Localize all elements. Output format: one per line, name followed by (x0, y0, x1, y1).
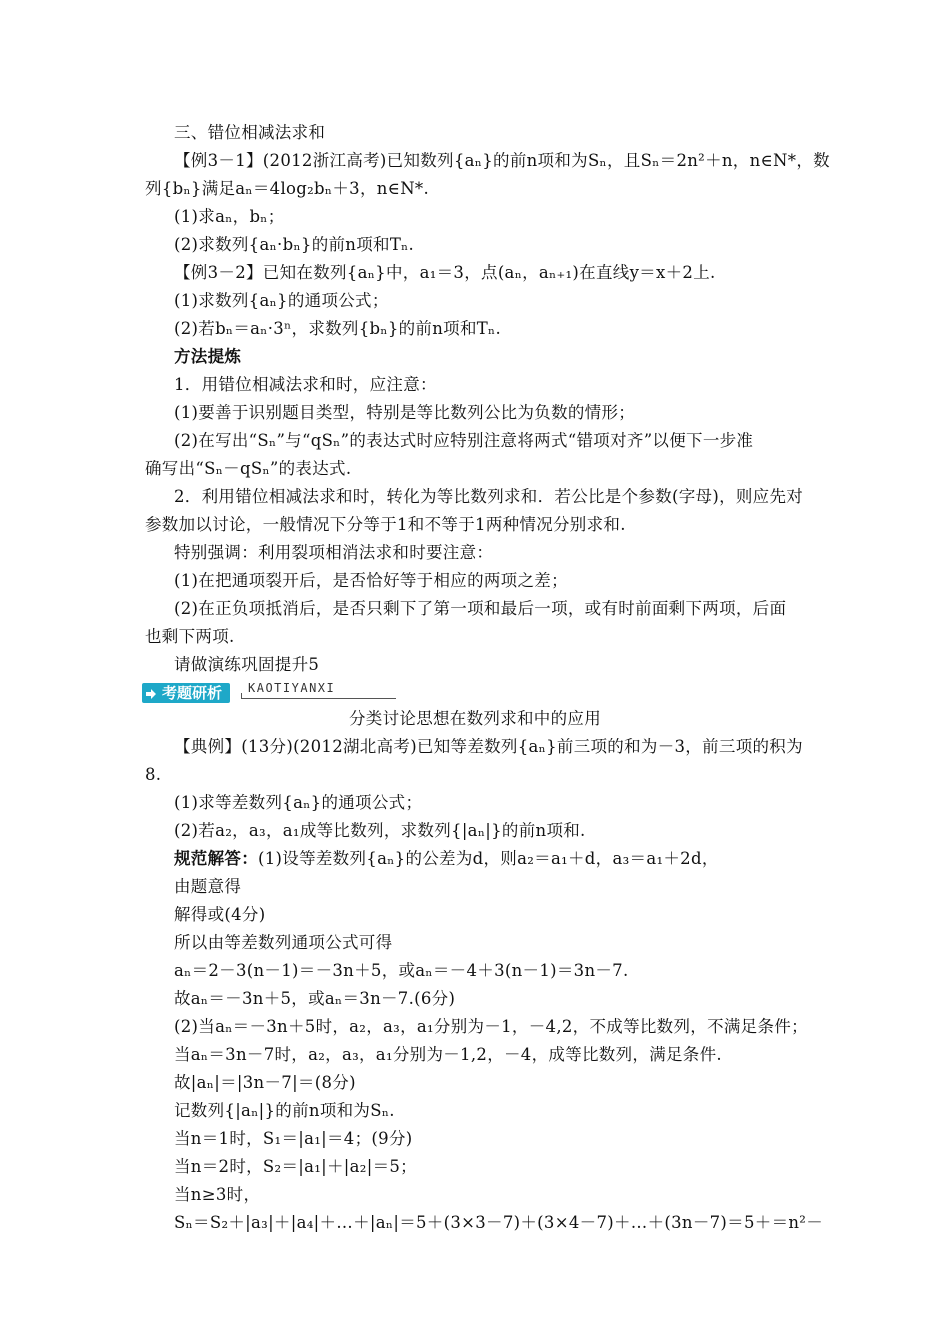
example-3-1-line-1: 【例3－1】(2012浙江高考)已知数列{aₙ}的前n项和为Sₙ，且Sₙ＝2n²＋n，n∈N*，数 (174, 151, 830, 170)
section-heading: 三、错位相减法求和 (174, 123, 326, 142)
section-banner (142, 681, 402, 705)
solution-label: 规范解答： (174, 849, 258, 868)
solution-line-12: 当n＝2时，S₂＝|a₁|＋|a₂|＝5； (174, 1157, 417, 1176)
banner-en-label: KAOTIYANXI (248, 681, 336, 695)
solution-line-14: Sₙ＝S₂＋|a₃|＋|a₄|＋…＋|aₙ|＝5＋(3×3－7)＋(3×4－7)＋…＋(3n－7)＝5＋＝n²－ (174, 1213, 824, 1232)
typical-example-part-1: (1)求等差数列{aₙ}的通项公式； (174, 793, 423, 812)
banner-tag (142, 683, 230, 703)
example-3-1-part-2: (2)求数列{aₙ·bₙ}的前n项和Tₙ. (174, 235, 415, 254)
practice-reference: 请做演练巩固提升5 (174, 655, 320, 674)
example-3-1-line-2: 列{bₙ}满足aₙ＝4log₂bₙ＋3，n∈N*. (145, 179, 430, 198)
example-3-2-line: 【例3－2】已知在数列{aₙ}中，a₁＝3，点(aₙ，aₙ₊₁)在直线y＝x＋2上. (174, 263, 716, 282)
solution-step-1: (1)设等差数列{aₙ}的公差为d，则a₂＝a₁＋d，a₃＝a₁＋2d， (258, 849, 719, 868)
method-point-2-b: 参数加以讨论，一般情况下分等于1和不等于1两种情况分别求和. (145, 515, 626, 534)
banner-rule (246, 698, 396, 699)
emphasis-heading: 特别强调：利用裂项相消法求和时要注意： (174, 543, 494, 562)
solution-line-13: 当n≥3时， (174, 1185, 261, 1204)
solution-line-8: 当aₙ＝3n－7时，a₂，a₃，a₁分别为－1,2，－4，成等比数列，满足条件. (174, 1045, 722, 1064)
typical-example-part-2: (2)若a₂，a₃，a₁成等比数列，求数列{|aₙ|}的前n项和. (174, 821, 586, 840)
solution-line-6: 故aₙ＝－3n＋5，或aₙ＝3n－7.(6分) (174, 989, 456, 1008)
method-point-1: 1．用错位相减法求和时，应注意： (174, 375, 437, 394)
solution-line-5: aₙ＝2－3(n－1)＝－3n＋5，或aₙ＝－4＋3(n－1)＝3n－7. (174, 961, 629, 980)
solution-line-7: (2)当aₙ＝－3n＋5时，a₂，a₃，a₁分别为－1，－4,2，不成等比数列，不满足条件； (174, 1017, 808, 1036)
solution-line-2: 由题意得 (174, 877, 242, 896)
solution-line-4: 所以由等差数列通项公式可得 (174, 933, 393, 952)
example-3-2-part-1: (1)求数列{aₙ}的通项公式； (174, 291, 389, 310)
example-3-2-part-2: (2)若bₙ＝aₙ·3ⁿ，求数列{bₙ}的前n项和Tₙ. (174, 319, 502, 338)
method-heading: 方法提炼 (174, 347, 242, 366)
solution-line-3: 解得或(4分) (174, 905, 266, 924)
emphasis-point-2-b: 也剩下两项. (145, 627, 235, 646)
method-point-2-a: 2．利用错位相减法求和时，转化为等比数列求和．若公比是个参数(字母)，则应先对 (174, 487, 804, 506)
typical-example-line-1: 【典例】(13分)(2012湖北高考)已知等差数列{aₙ}前三项的和为－3，前三项的积为 (174, 737, 803, 756)
section-title: 分类讨论思想在数列求和中的应用 (349, 709, 601, 728)
emphasis-point-1: (1)在把通项裂开后，是否恰好等于相应的两项之差； (174, 571, 568, 590)
solution-line-11: 当n＝1时，S₁＝|a₁|＝4；(9分) (174, 1129, 413, 1148)
arrow-icon (146, 689, 156, 699)
solution-line-10: 记数列{|aₙ|}的前n项和为Sₙ. (174, 1101, 395, 1120)
method-point-1-1: (1)要善于识别题目类型，特别是等比数列公比为负数的情形； (174, 403, 636, 422)
method-point-1-2-b: 确写出“Sₙ－qSₙ”的表达式. (145, 459, 352, 478)
solution-line-9: 故|aₙ|＝|3n－7|＝(8分) (174, 1073, 356, 1092)
typical-example-line-2: 8. (145, 765, 162, 784)
solution-line (174, 848, 810, 870)
emphasis-point-2-a: (2)在正负项抵消后，是否只剩下了第一项和最后一项，或有时前面剩下两项，后面 (174, 599, 787, 618)
banner-cn-label: 考题研析 (162, 684, 223, 702)
example-3-1-part-1: (1)求aₙ，bₙ； (174, 207, 285, 226)
method-point-1-2-a: (2)在写出“Sₙ”与“qSₙ”的表达式时应特别注意将两式“错项对齐”以便下一步准 (174, 431, 754, 450)
